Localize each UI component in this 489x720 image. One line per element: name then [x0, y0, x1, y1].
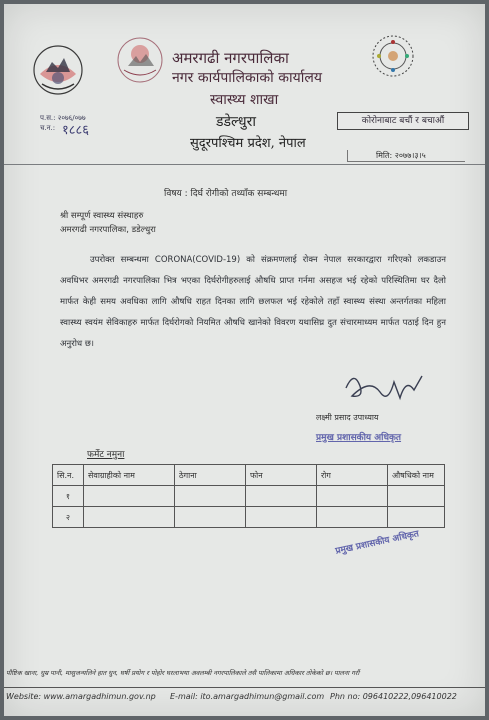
table-header-row: [53, 465, 445, 486]
header-divider: [4, 164, 485, 165]
recipient-line-1: श्री सम्पूर्ण स्वास्थ्य संस्थाहरु: [60, 211, 144, 221]
table-row: [53, 486, 445, 507]
col-header-medicine: औषधिको नाम: [388, 465, 445, 486]
table-cell: [246, 507, 317, 528]
nepal-emblem-icon: [32, 44, 84, 96]
col-header-sn: सि.न.: [53, 465, 84, 486]
table-cell: [175, 507, 246, 528]
format-table: [52, 464, 445, 528]
table-row: [53, 507, 445, 528]
table-cell: [246, 486, 317, 507]
province-name: सुदूरपश्चिम प्रदेश, नेपाल: [190, 136, 306, 151]
office-name: नगर कार्यपालिकाको कार्यालय: [172, 70, 322, 86]
table-cell-sn: २: [53, 507, 84, 528]
footer-contact-bar: [4, 687, 485, 706]
table-cell-sn: १: [53, 486, 84, 507]
signatory-name: लक्ष्मी प्रसाद उपाध्याय: [316, 413, 379, 422]
footer-health-note: पौष्टिक खाना, धुम्र पानी, मासुजन्यलिने हात धुन, घर्षी प्रयोग र पोहोर घरलाभया अवलम्बी नगरपालिकाले तसै पालिकामा अधिकार तोकेको छ। पालना गरौं: [6, 669, 360, 677]
chalani-number: १८८६: [62, 123, 90, 138]
letter-body: उपरोक्त सम्बन्धमा CORONA(COVID-19) को संक्रमणलाई रोक्न नेपाल सरकारद्वारा गरिएको लकडाउन अवधिभर अमरगढी नगरपालिका भित्र भएका दिर्घरोगीहरुलाई औषधि प्राप्त गर्नमा असहज भई रहेको परिस्थितिमा घर दैलो मार्फत केही समय अवधिका लागि औषधि राहत दिनका लागि छलफल भई रहेकोले तहाँ स्वास्थ्य संस्था अन्तर्गतका महिला स्वास्थ्य स्वयंम सेविकाहरु मार्फत दिर्घरोगको नियमित औषधि खानेको विवरण यथासिघ्र दुत संचारमाध्यम मार्फत पठाई दिन हुन अनुरोध छ।: [60, 255, 446, 349]
municipality-logo-icon: [116, 36, 164, 84]
section-name: स्वास्थ्य शाखा: [210, 92, 279, 108]
official-stamp: प्रमुख प्रशासकीय अधिकृत: [334, 529, 420, 557]
col-header-name: सेवाग्राहीको नाम: [84, 465, 175, 486]
patra-sankhya: प.स.: २०७६/०७७: [40, 114, 86, 122]
table-cell: [84, 507, 175, 528]
col-header-disease: रोग: [317, 465, 388, 486]
letter-subject: विषय : दिर्घ रोगीको तथ्याँक सम्बन्धमा: [164, 189, 288, 199]
col-header-address: ठेगाना: [175, 465, 246, 486]
signature-scribble-icon: [340, 368, 430, 408]
table-cell: [175, 486, 246, 507]
campaign-slogan-box: कोरोनाबाट बचौं र बचाऔं: [337, 112, 469, 130]
recipient-line-2: अमरगढी नगरपालिका, डडेल्धुरा: [60, 225, 156, 235]
right-seal-icon: [371, 34, 415, 78]
footer-phone: Phn no: 096410222,096410022: [330, 692, 457, 701]
chalani-label: च.न.:: [40, 124, 56, 132]
table-cell: [388, 486, 445, 507]
letter-page: [4, 4, 485, 716]
col-header-phone: फोन: [246, 465, 317, 486]
footer-website: Website: www.amargadhimun.gov.np: [6, 692, 156, 701]
letter-date: मिति: २०७७।३।५: [347, 150, 465, 162]
signatory-title-stamp: प्रमुख प्रशासकीय अधिकृत: [316, 433, 402, 443]
format-title: फर्मेट नमुना: [87, 450, 125, 460]
table-cell: [388, 507, 445, 528]
table-cell: [84, 486, 175, 507]
footer-email: E-mail: ito.amargadhimun@gmail.com: [170, 692, 325, 701]
municipality-name: अमरगढी नगरपालिका: [172, 49, 289, 67]
table-cell: [317, 486, 388, 507]
table-cell: [317, 507, 388, 528]
district-name: डडेल्धुरा: [216, 114, 256, 130]
